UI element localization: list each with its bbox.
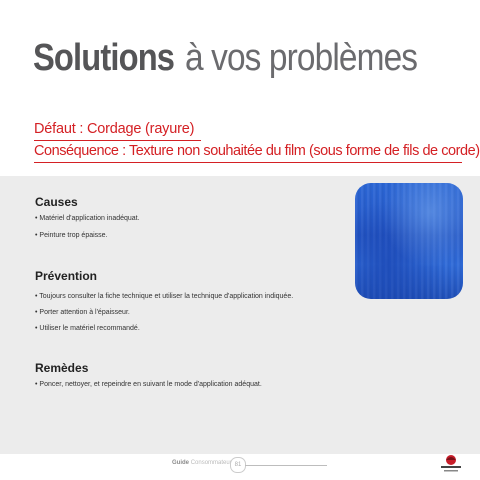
prevention-item: • Porter attention à l'épaisseur. [35, 309, 130, 316]
page-title-bold: Solutions [33, 37, 175, 79]
consequence-heading: Conséquence : Texture non souhaitée du film (sous forme de fils de corde) [34, 143, 480, 159]
footer-guide-bold: Guide [172, 460, 190, 466]
page-title [33, 36, 448, 80]
footer-guide-label [172, 460, 232, 466]
causes-title: Causes [35, 195, 78, 209]
remedies-item: • Poncer, nettoyer, et repeindre en suivant le mode d'application adéquat. [35, 381, 262, 388]
prevention-title: Prévention [35, 269, 98, 283]
consequence-underline [34, 162, 462, 163]
footer-divider [245, 465, 327, 466]
remedies-title: Remèdes [35, 361, 89, 375]
page-title-light: à vos problèmes [184, 37, 417, 79]
page-number: 81 [230, 457, 246, 473]
prevention-item: • Utiliser le matériel recommandé. [35, 325, 140, 332]
defect-heading: Défaut : Cordage (rayure) [34, 121, 195, 137]
causes-item: • Matériel d'application inadéquat. [35, 215, 140, 222]
footer-guide-light: Consommateur [190, 460, 232, 466]
brand-logo-icon [437, 452, 465, 476]
prevention-item: • Toujours consulter la fiche technique et utiliser la technique d'application indiquée. [35, 293, 294, 300]
defect-underline [34, 140, 201, 141]
defect-sample-photo [355, 183, 463, 299]
causes-item: • Peinture trop épaisse. [35, 232, 108, 239]
